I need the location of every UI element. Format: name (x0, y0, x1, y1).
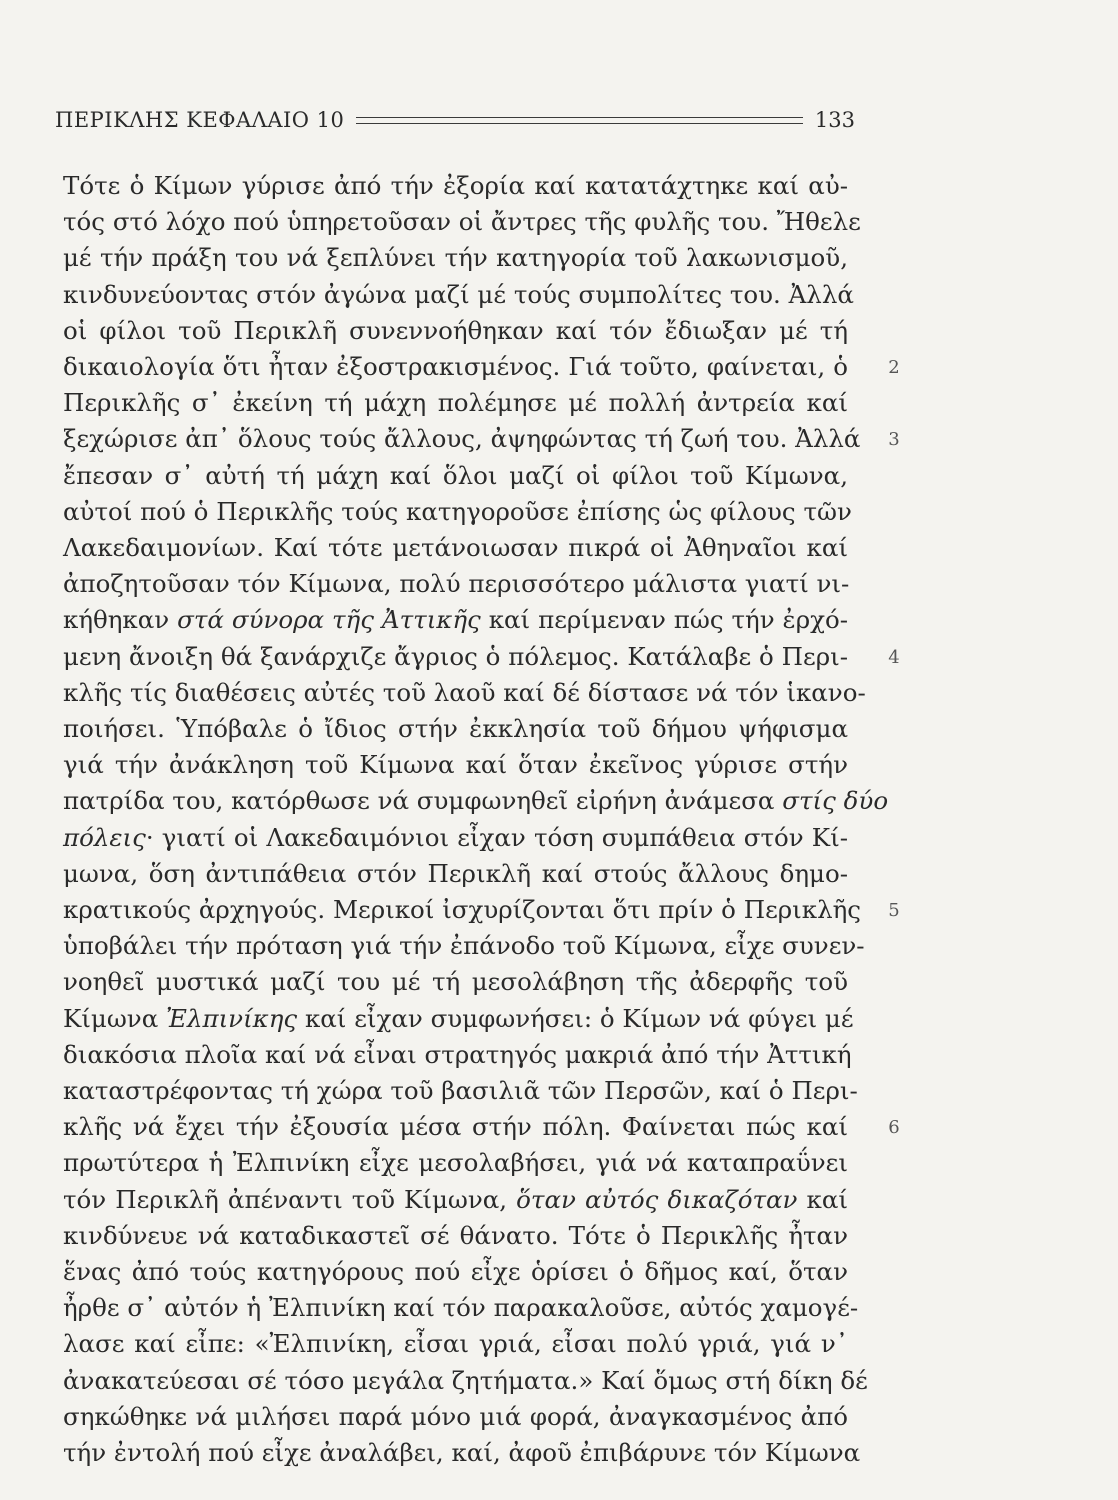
text-line (63, 675, 866, 711)
text-span: καταστρέφοντας τή χώρα τοῦ βασιλιᾶ τῶν Περσῶν, καί ὁ Περι- (63, 1076, 858, 1105)
section-number: 4 (888, 646, 900, 668)
text-line (63, 1435, 861, 1471)
text-line (63, 1001, 854, 1037)
text-line (63, 602, 848, 638)
text-span: διακόσια πλοῖα καί νά εἶναι στρατηγός μακριά ἀπό τήν Ἀττική (63, 1039, 852, 1069)
text-line (63, 277, 854, 313)
text-line (63, 747, 848, 783)
text-line (63, 1363, 868, 1399)
text-span: · γιατί οἱ Λακεδαιμόνιοι εἶχαν τόση συμπάθεια στόν Κί- (145, 822, 848, 852)
text-span: ξεχώρισε ἀπ᾽ ὅλους τούς ἄλλους, ἀψηφώντας τή ζωή του. Ἀλλά (63, 424, 861, 454)
text-span: καί εἶχαν συμφωνήσει: ὁ Κίμων νά φύγει μέ (297, 1003, 854, 1033)
text-span: κλῆς νά ἔχει τήν ἐξουσία μέσα στήν πόλη. Φαίνεται πώς καί (63, 1112, 848, 1142)
text-line (63, 530, 848, 566)
text-line (63, 639, 848, 675)
text-span: ἀποζητοῦσαν τόν Κίμωνα, πολύ περισσότερο μάλιστα γιατί νι- (63, 569, 850, 599)
text-line (63, 494, 852, 530)
text-line (63, 1182, 848, 1218)
text-span: κινδύνευε νά καταδικαστεῖ σέ θάνατο. Τότε ὁ Περικλῆς ἦταν (63, 1220, 848, 1250)
text-span: Τότε ὁ Κίμων γύρισε ἀπό τήν ἐξορία καί κατατάχτηκε καί αὐ- (63, 171, 848, 200)
text-span: καί (797, 1184, 848, 1214)
text-line (63, 566, 848, 602)
text-span: μωνα, ὅση ἀντιπάθεια στόν Περικλῆ καί στούς ἄλλους δημο- (63, 858, 848, 888)
text-span: πατρίδα του, κατόρθωσε νά συμφωνηθεῖ εἰρήνη ἀνάμεσα (63, 786, 783, 816)
text-line (63, 240, 848, 276)
text-span: μενη ἄνοιξη θά ξανάρχιζε ἄγριος ὁ πόλεμος. Κατάλαβε ὁ Περι- (63, 641, 848, 671)
header-rule (356, 117, 803, 124)
text-line (63, 1290, 859, 1326)
section-number: 5 (888, 900, 900, 921)
text-span: τός στό λόχο πού ὑπηρετοῦσαν οἱ ἄντρες τῆς φυλῆς του. Ἤθελε (63, 207, 861, 237)
page-number: 133 (814, 108, 855, 132)
text-line (63, 1218, 848, 1254)
text-line (63, 1145, 848, 1181)
text-line (63, 1326, 848, 1362)
text-span: οἱ φίλοι τοῦ Περικλῆ συνεννοήθηκαν καί τόν ἔδιωξαν μέ τή (63, 315, 848, 345)
text-line (63, 1399, 848, 1435)
text-line (63, 928, 865, 964)
text-line (63, 964, 848, 1000)
text-line (63, 1254, 848, 1290)
text-span: γιά τήν ἀνάκληση τοῦ Κίμωνα καί ὅταν ἐκεῖνος γύρισε στήν (63, 750, 848, 780)
text-span: τήν ἐντολή πού εἶχε ἀναλάβει, καί, ἀφοῦ ἐπιβάρυνε τόν Κίμωνα (63, 1438, 861, 1467)
text-span: μέ τήν πράξη του νά ξεπλύνει τήν κατηγορία τοῦ λακωνισμοῦ, (63, 243, 848, 273)
text-span: σηκώθηκε νά μιλήσει παρά μόνο μιά φορά, ἀναγκασμένος ἀπό (63, 1401, 848, 1431)
text-span: πρωτύτερα ἡ Ἐλπινίκη εἶχε μεσολαβήσει, γιά νά καταπραΰνει (63, 1148, 848, 1178)
text-span: ποιήσει. Ὑπόβαλε ὁ ἴδιος στήν ἐκκλησία τοῦ δήμου ψήφισμα (63, 714, 848, 743)
text-span: κήθηκαν (63, 605, 178, 635)
section-number: 3 (888, 429, 900, 451)
text-span: κλῆς τίς διαθέσεις αὐτές τοῦ λαοῦ καί δέ δίστασε νά τόν ἱκανο- (63, 677, 866, 707)
text-span: ὑποβάλει τήν πρόταση γιά τήν ἐπάνοδο τοῦ Κίμωνα, εἶχε συνεν- (63, 931, 865, 961)
text-line (63, 1037, 852, 1073)
italic-span: πόλεις (63, 822, 146, 852)
text-span: ἔπεσαν σ᾽ αὐτή τή μάχη καί ὅλοι μαζί οἱ φίλοι τοῦ Κίμωνα, (63, 460, 848, 490)
italic-span: στά σύνορα τῆς Ἀττικῆς (177, 605, 481, 635)
text-line (63, 820, 848, 856)
text-span: Κίμωνα (63, 1003, 167, 1033)
italic-span: στίς δύο (782, 786, 889, 816)
text-line (63, 204, 861, 240)
section-number: 2 (888, 357, 900, 378)
text-line (63, 313, 848, 349)
text-span: δικαιολογία ὅτι ἦταν ἐξοστρακισμένος. Γιά τοῦτο, φαίνεται, ὁ (63, 352, 848, 381)
text-span: καί περίμεναν πώς τήν ἐρχό- (480, 605, 848, 635)
text-line (63, 1073, 858, 1109)
text-line (63, 458, 848, 494)
text-span: ἀνακατεύεσαι σέ τόσο μεγάλα ζητήματα.» Καί ὅμως στή δίκη δέ (63, 1365, 868, 1395)
text-span: Λακεδαιμονίων. Καί τότε μετάνοιωσαν πικρά οἱ Ἀθηναῖοι καί (63, 533, 848, 562)
text-line (63, 711, 848, 747)
text-line (63, 1109, 848, 1145)
text-span: ἕνας ἀπό τούς κατηγόρους πού εἶχε ὁρίσει ὁ δῆμος καί, ὅταν (63, 1257, 848, 1286)
text-line (63, 349, 848, 385)
text-span: νοηθεῖ μυστικά μαζί του μέ τή μεσολάβηση τῆς ἀδερφῆς τοῦ (63, 967, 848, 997)
text-span: Περικλῆς σ᾽ ἐκείνη τή μάχη πολέμησε μέ πολλή ἀντρεία καί (63, 388, 848, 418)
text-line (63, 892, 862, 928)
text-line (63, 168, 848, 204)
italic-span: ὅταν αὐτός δικαζόταν (516, 1184, 798, 1214)
text-span: λασε καί εἶπε: «Ἐλπινίκη, εἶσαι γριά, εἶσαι πολύ γριά, γιά ν᾽ (63, 1329, 848, 1359)
running-header (55, 100, 855, 140)
italic-span: Ἐλπινίκης (166, 1003, 298, 1033)
text-line (63, 783, 889, 819)
section-number: 6 (888, 1117, 900, 1139)
text-span: κρατικούς ἀρχηγούς. Μερικοί ἰσχυρίζονται ὅτι πρίν ὁ Περικλῆς (63, 895, 862, 924)
text-line (63, 856, 848, 892)
text-line (63, 385, 848, 421)
text-span: αὐτοί πού ὁ Περικλῆς τούς κατηγοροῦσε ἐπίσης ὡς φίλους τῶν (63, 496, 852, 526)
text-span: τόν Περικλῆ ἀπέναντι τοῦ Κίμωνα, (63, 1184, 517, 1214)
chapter-title: ΠΕΡΙΚΛΗΣ ΚΕΦΑΛΑΙΟ 10 (55, 108, 345, 132)
text-span: ἦρθε σ᾽ αὐτόν ἡ Ἐλπινίκη καί τόν παρακαλοῦσε, αὐτός χαμογέ- (63, 1293, 859, 1323)
text-span: κινδυνεύοντας στόν ἀγώνα μαζί μέ τούς συμπολίτες του. Ἀλλά (63, 279, 854, 309)
text-line (63, 421, 861, 457)
